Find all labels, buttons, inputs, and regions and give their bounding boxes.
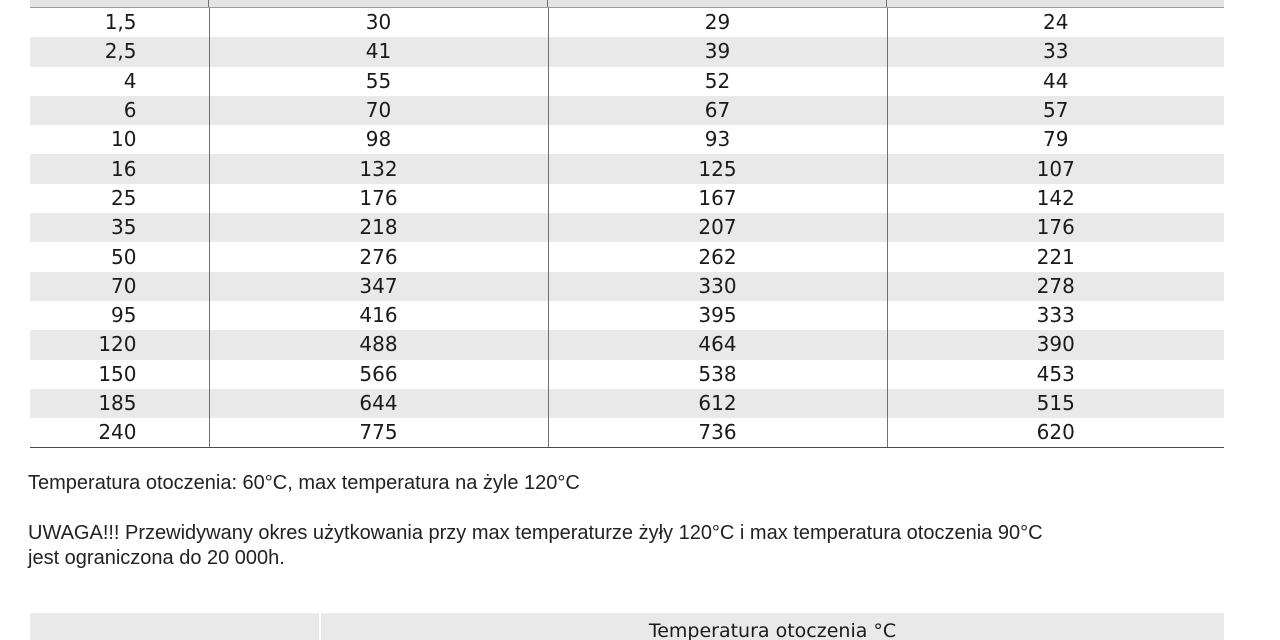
current-value-cell: 44 <box>1043 68 1069 93</box>
current-value-cell: 262 <box>548 242 887 271</box>
table-row <box>30 389 1224 418</box>
table-row <box>30 330 1224 359</box>
table-row <box>30 125 1224 154</box>
current-value-cell: 330 <box>548 272 887 301</box>
table-body <box>30 8 1224 448</box>
table-row <box>30 272 1224 301</box>
current-value-cell: 515 <box>887 389 1224 418</box>
current-value-cell: 67 <box>548 96 887 125</box>
warning-line-2: jest ograniczona do 20 000h. <box>28 547 285 569</box>
table-row <box>30 67 1224 96</box>
current-value-cell: 620 <box>887 418 1224 448</box>
column-divider <box>208 0 209 7</box>
current-value-cell: 30 <box>209 8 548 37</box>
cross-section-cell: 2,5 <box>30 37 209 66</box>
current-value-cell: 644 <box>209 389 548 418</box>
current-value-cell: 167 <box>548 184 887 213</box>
column-divider <box>886 0 887 7</box>
current-value-cell: 33 <box>887 37 1224 66</box>
table-row <box>30 213 1224 242</box>
cross-section-cell: 70 <box>30 272 209 301</box>
cross-section-cell: 25 <box>30 184 209 213</box>
current-value-cell: 107 <box>887 154 1224 183</box>
current-value-cell: 416 <box>209 301 548 330</box>
table-row <box>30 184 1224 213</box>
current-value-cell: 57 <box>887 96 1224 125</box>
cross-section-cell: 150 <box>30 360 209 389</box>
current-value-cell: 390 <box>887 330 1224 359</box>
current-value-cell: 55 <box>209 67 548 96</box>
second-table-header <box>30 613 1224 640</box>
current-value-cell: 24 <box>1043 10 1069 35</box>
current-value-cell: 612 <box>548 389 887 418</box>
current-value-cell: 488 <box>209 330 548 359</box>
current-value-cell: 29 <box>548 8 887 37</box>
table-row <box>30 96 1224 125</box>
current-value-cell: 566 <box>209 360 548 389</box>
table-header-remnant <box>30 0 1224 8</box>
table-row <box>30 242 1224 271</box>
header-empty-cell <box>30 613 321 640</box>
column-divider <box>547 0 548 7</box>
current-value-cell: 453 <box>1036 361 1075 386</box>
ambient-temperature-note: Temperatura otoczenia: 60°C, max temperatura na żyle 120°C <box>28 472 580 494</box>
current-value-cell: 79 <box>1043 127 1069 152</box>
current-value-cell: 538 <box>548 360 887 389</box>
current-value-cell: 93 <box>548 125 887 154</box>
cross-section-cell: 16 <box>30 154 209 183</box>
current-value-cell: 176 <box>209 184 548 213</box>
cross-section-cell: 4 <box>30 67 209 96</box>
table-row <box>30 360 1224 389</box>
cross-section-cell: 95 <box>30 301 209 330</box>
current-value-cell: 125 <box>548 154 887 183</box>
current-capacity-table <box>30 8 1224 448</box>
current-value-cell: 333 <box>1036 303 1075 328</box>
current-value-cell: 395 <box>548 301 887 330</box>
table-row <box>30 8 1224 37</box>
current-value-cell: 207 <box>548 213 887 242</box>
current-value-cell: 132 <box>209 154 548 183</box>
cross-section-cell: 185 <box>30 389 209 418</box>
current-value-cell: 221 <box>1036 244 1075 269</box>
current-value-cell: 142 <box>1036 185 1075 210</box>
current-value-cell: 464 <box>548 330 887 359</box>
table-row <box>30 154 1224 183</box>
current-value-cell: 775 <box>209 418 548 448</box>
warning-line-1: UWAGA!!! Przewidywany okres użytkowania przy max temperaturze żyły 120°C i max temperatura otoczenia 90°C <box>28 522 1043 544</box>
current-value-cell: 736 <box>548 418 887 448</box>
current-value-cell: 70 <box>209 96 548 125</box>
current-value-cell: 347 <box>209 272 548 301</box>
cross-section-cell: 6 <box>30 96 209 125</box>
current-value-cell: 39 <box>548 37 887 66</box>
current-value-cell: 41 <box>209 37 548 66</box>
cross-section-cell: 1,5 <box>30 8 209 37</box>
cross-section-cell: 240 <box>30 418 209 448</box>
table-row <box>30 301 1224 330</box>
warning-note <box>28 521 1043 571</box>
cross-section-cell: 10 <box>30 125 209 154</box>
current-value-cell: 52 <box>548 67 887 96</box>
cross-section-cell: 50 <box>30 242 209 271</box>
current-value-cell: 276 <box>209 242 548 271</box>
current-value-cell: 218 <box>209 213 548 242</box>
ambient-temperature-header: Temperatura otoczenia °C <box>648 620 897 640</box>
current-value-cell: 176 <box>887 213 1224 242</box>
table-row <box>30 418 1224 448</box>
table-row <box>30 37 1224 66</box>
cross-section-cell: 35 <box>30 213 209 242</box>
cross-section-cell: 120 <box>30 330 209 359</box>
current-value-cell: 278 <box>887 272 1224 301</box>
current-value-cell: 98 <box>209 125 548 154</box>
